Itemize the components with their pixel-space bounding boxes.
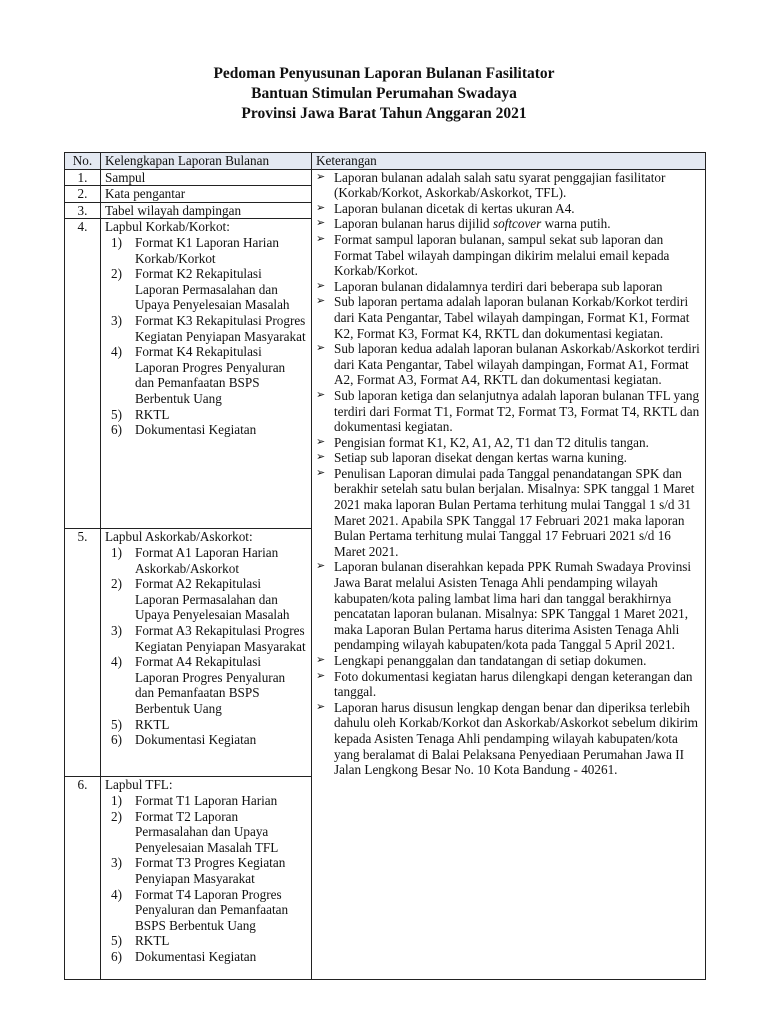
note-item xyxy=(316,700,701,778)
list-item xyxy=(111,809,307,856)
note-text-italic: softcover xyxy=(492,216,542,232)
note-item xyxy=(316,170,701,201)
arrow-bullet-icon: ➢ xyxy=(316,435,326,448)
list-item xyxy=(111,313,307,344)
row-number: 6. xyxy=(65,777,101,980)
list-item xyxy=(111,717,307,733)
note-item xyxy=(316,201,701,217)
title-line-3: Provinsi Jawa Barat Tahun Anggaran 2021 xyxy=(241,105,527,122)
note-text: Penulisan Laporan dimulai pada Tanggal penandatangan SPK dan berakhir setelah satu bulan berjalan. Misalnya: SPK tanggal 1 Maret 2021 maka laporan Bulan Pertama terhitung mulai Tanggal 1 s/d 31 Maret 2021. Apabila SPK Tanggal 17 Februari 2021 maka laporan Bulan Pertama terhitung mulai Tanggal 17 Februari 2021 s/d 16 Maret 2021. xyxy=(334,465,695,559)
row-number: 5. xyxy=(65,529,101,777)
note-item xyxy=(316,669,701,700)
item-text: RKTL xyxy=(135,933,170,949)
item-number: 4) xyxy=(111,344,122,360)
note-text: Sub laporan pertama adalah laporan bulanan Korkab/Korkot terdiri dari Kata Pengantar, Tabel wilayah dampingan, Format K1, Format K2, Format K3, Format K4, RKTL dan dokumentasi kegiatan. xyxy=(334,294,690,341)
note-text: Pengisian format K1, K2, A1, A2, T1 dan T2 ditulis tangan. xyxy=(334,434,649,450)
list-item xyxy=(111,545,307,576)
header-no: No. xyxy=(65,153,101,170)
item-text: Dokumentasi Kegiatan xyxy=(135,732,257,748)
item-number: 1) xyxy=(111,234,122,250)
note-text: Lengkapi penanggalan dan tandatangan di setiap dokumen. xyxy=(334,653,647,668)
list-item xyxy=(111,344,307,406)
note-item xyxy=(316,435,701,451)
arrow-bullet-icon: ➢ xyxy=(316,451,326,464)
list-item xyxy=(111,855,307,886)
item-text: Format A3 Rekapitulasi Progres Kegiatan Penyiapan Masyarakat xyxy=(135,622,306,654)
header-kelengkapan: Kelengkapan Laporan Bulanan xyxy=(101,153,312,170)
item-text: RKTL xyxy=(135,716,170,732)
note-text: Laporan bulanan adalah salah satu syarat penggajian fasilitator (Korkab/Korkot, Askorkab/Askorkot, TFL). xyxy=(334,169,666,201)
row-label: Tabel wilayah dampingan xyxy=(101,202,312,219)
note-item xyxy=(316,388,701,435)
item-text: Format T3 Progres Kegiatan Penyiapan Masyarakat xyxy=(135,855,286,886)
item-text: Format T2 Laporan Permasalahan dan Upaya Penyelesaian Masalah TFL xyxy=(135,808,279,855)
list-item xyxy=(111,407,307,423)
list-item xyxy=(111,887,307,934)
arrow-bullet-icon: ➢ xyxy=(316,669,326,682)
title-line-1: Pedoman Penyusunan Laporan Bulanan Fasilitator xyxy=(213,65,555,82)
item-number: 4) xyxy=(111,886,122,902)
title-line-2: Bantuan Stimulan Perumahan Swadaya xyxy=(251,85,517,102)
item-text: Format A1 Laporan Harian Askorkab/Askorkot xyxy=(135,544,279,576)
note-item xyxy=(316,341,701,388)
row-number: 4. xyxy=(65,219,101,529)
list-item xyxy=(111,793,307,809)
sub-list xyxy=(105,793,307,965)
item-number: 1) xyxy=(111,544,122,560)
item-number: 5) xyxy=(111,716,122,732)
item-text: Format K2 Rekapitulasi Laporan Permasalahan dan Upaya Penyelesaian Masalah xyxy=(135,266,290,313)
document-title xyxy=(0,64,768,124)
list-item xyxy=(111,422,307,438)
note-text: Foto dokumentasi kegiatan harus dilengkapi dengan keterangan dan tanggal. xyxy=(334,668,693,700)
sub-list xyxy=(105,235,307,438)
notes-list xyxy=(316,170,701,778)
note-text: Laporan bulanan dicetak di kertas ukuran A4. xyxy=(334,200,575,216)
arrow-bullet-icon: ➢ xyxy=(316,466,326,479)
row-cell-korkab xyxy=(101,219,312,529)
arrow-bullet-icon: ➢ xyxy=(316,342,326,355)
note-item xyxy=(316,466,701,560)
item-number: 1) xyxy=(111,792,122,808)
arrow-bullet-icon: ➢ xyxy=(316,295,326,308)
item-text: Dokumentasi Kegiatan xyxy=(135,948,257,964)
note-text: Laporan harus disusun lengkap dengan benar dan diperiksa terlebih dahulu oleh Korkab/Korkot dan Askorkab/Askorkot sebelum dikirim kepada Asisten Tenaga Ahli pendamping wilayah kabupaten/kota yang beralamat di Balai Pelaksana Penyediaan Perumahan Jawa II Jalan Lengkong Besar No. 10 Kota Bandung - 40261. xyxy=(334,699,699,778)
list-item xyxy=(111,949,307,965)
item-text: Format A4 Rekapitulasi Laporan Progres Penyaluran dan Pemanfaatan BSPS Berbentuk Uang xyxy=(135,654,286,716)
item-number: 3) xyxy=(111,622,122,638)
note-item xyxy=(316,653,701,669)
note-text: Sub laporan kedua adalah laporan bulanan Askorkab/Askorkot terdiri dari Kata Pengantar, Tabel wilayah dampingan, Format A1, Format A2, Format A3, Format A4, RKTL dan dokumentasi kegiatan. xyxy=(334,341,700,388)
item-number: 2) xyxy=(111,576,122,592)
note-text: Format sampul laporan bulanan, sampul sekat sub laporan dan Format Tabel wilayah dampingan dikirim melalui email kepada Korkab/Korkot. xyxy=(334,231,670,279)
row-number: 1. xyxy=(65,169,101,186)
item-number: 6) xyxy=(111,732,122,748)
row-label: Kata pengantar xyxy=(101,186,312,203)
arrow-bullet-icon: ➢ xyxy=(316,217,326,230)
guideline-table xyxy=(64,152,706,980)
note-text-part: warna putih. xyxy=(541,216,611,232)
list-item xyxy=(111,235,307,266)
row-number: 2. xyxy=(65,186,101,203)
note-item xyxy=(316,216,701,232)
note-item xyxy=(316,232,701,279)
item-text: Format K1 Laporan Harian Korkab/Korkot xyxy=(135,234,279,266)
arrow-bullet-icon: ➢ xyxy=(316,388,326,401)
header-keterangan: Keterangan xyxy=(312,153,706,170)
list-item xyxy=(111,933,307,949)
note-text-part: Laporan bulanan harus dijilid xyxy=(334,216,493,232)
row-label: Lapbul Korkab/Korkot: xyxy=(105,219,230,235)
list-item xyxy=(111,266,307,313)
item-text: Dokumentasi Kegiatan xyxy=(135,422,257,438)
list-item xyxy=(111,623,307,654)
arrow-bullet-icon: ➢ xyxy=(316,700,326,713)
item-number: 5) xyxy=(111,406,122,422)
sub-list xyxy=(105,545,307,748)
note-item xyxy=(316,559,701,653)
item-number: 2) xyxy=(111,266,122,282)
item-text: Format K4 Rekapitulasi Laporan Progres Penyaluran dan Pemanfaatan BSPS Berbentuk Uang xyxy=(135,344,286,406)
item-number: 2) xyxy=(111,808,122,824)
item-number: 3) xyxy=(111,312,122,328)
list-item xyxy=(111,732,307,748)
note-item xyxy=(316,450,701,466)
note-text xyxy=(334,216,701,232)
item-text: Format K3 Rekapitulasi Progres Kegiatan Penyiapan Masyarakat xyxy=(135,312,306,344)
row-label: Lapbul Askorkab/Askorkot: xyxy=(105,529,253,545)
item-number: 4) xyxy=(111,654,122,670)
row-number: 3. xyxy=(65,202,101,219)
notes-cell xyxy=(312,169,706,980)
table-row xyxy=(65,169,706,186)
list-item xyxy=(111,576,307,623)
note-item xyxy=(316,294,701,341)
arrow-bullet-icon: ➢ xyxy=(316,279,326,292)
arrow-bullet-icon: ➢ xyxy=(316,170,326,183)
note-text: Laporan bulanan diserahkan kepada PPK Rumah Swadaya Provinsi Jawa Barat melalui Asisten Tenaga Ahli pendamping wilayah kabupaten/kota paling lambat lima hari dan tanggal berakhirnya pencatatan laporan bulanan. Misalnya: SPK Tanggal 1 Maret 2021, maka Laporan Bulan Pertama harus diterima Asisten Tenaga Ahli pendamping wilayah kabupaten/kota pada Tanggal 5 April 2021. xyxy=(334,559,692,653)
item-number: 6) xyxy=(111,948,122,964)
arrow-bullet-icon: ➢ xyxy=(316,232,326,245)
note-text: Sub laporan ketiga dan selanjutnya adalah laporan bulanan TFL yang terdiri dari Format T1, Format T2, Format T3, Format T4, RKTL dan dokumentasi kegiatan. xyxy=(334,387,700,435)
item-number: 5) xyxy=(111,933,122,949)
item-text: Format A2 Rekapitulasi Laporan Permasalahan dan Upaya Penyelesaian Masalah xyxy=(135,576,290,623)
arrow-bullet-icon: ➢ xyxy=(316,560,326,573)
row-cell-tfl xyxy=(101,777,312,980)
item-number: 6) xyxy=(111,422,122,438)
note-item xyxy=(316,279,701,295)
item-text: Format T1 Laporan Harian xyxy=(135,792,278,808)
row-label: Sampul xyxy=(101,169,312,186)
arrow-bullet-icon: ➢ xyxy=(316,654,326,666)
item-number: 3) xyxy=(111,855,122,871)
note-text: Laporan bulanan didalamnya terdiri dari beberapa sub laporan xyxy=(334,278,663,294)
table-header-row xyxy=(65,153,706,170)
row-label: Lapbul TFL: xyxy=(105,777,173,793)
list-item xyxy=(111,654,307,716)
row-cell-askorkab xyxy=(101,529,312,777)
item-text: RKTL xyxy=(135,406,170,422)
note-text: Setiap sub laporan disekat dengan kertas warna kuning. xyxy=(334,450,627,466)
arrow-bullet-icon: ➢ xyxy=(316,201,326,214)
item-text: Format T4 Laporan Progres Penyaluran dan Pemanfaatan BSPS Berbentuk Uang xyxy=(135,886,289,933)
